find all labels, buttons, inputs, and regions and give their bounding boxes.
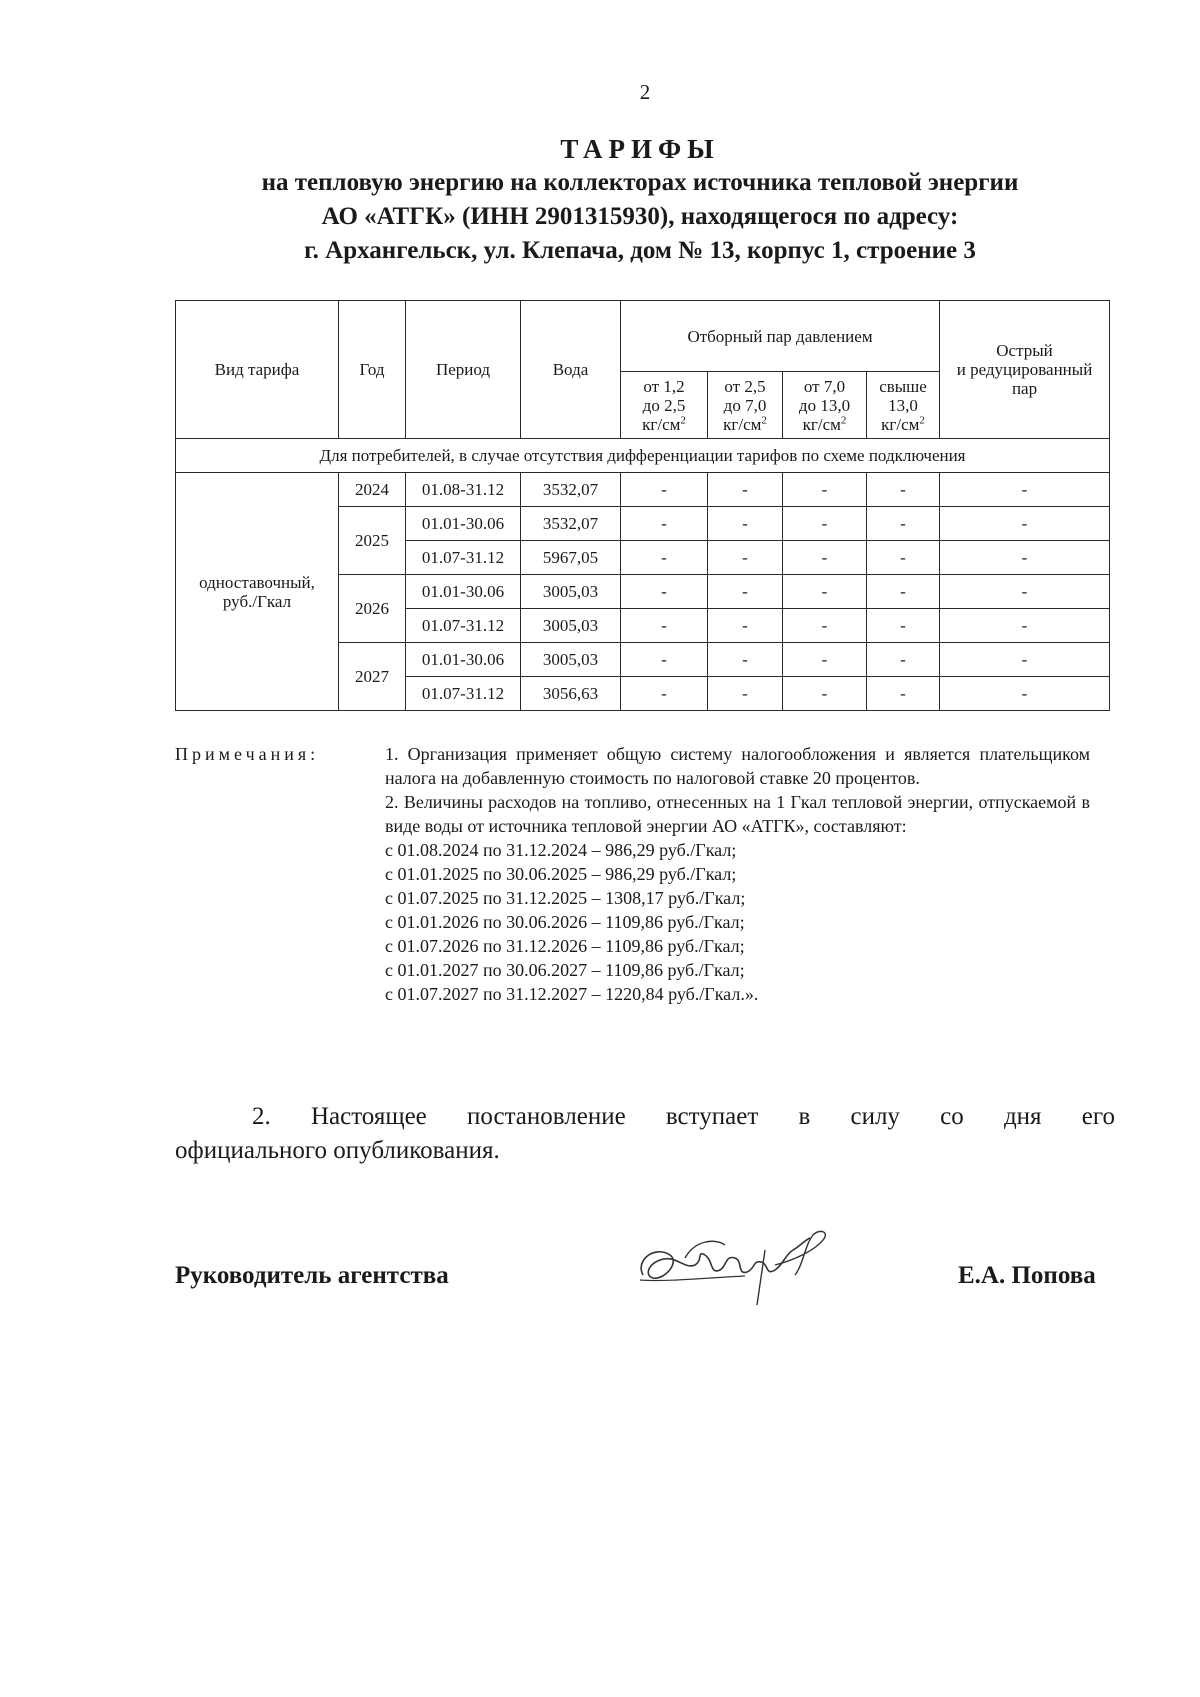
header-sharp-steam (940, 301, 1110, 439)
title-main: ТАРИФЫ (560, 134, 720, 164)
document-title (150, 132, 1130, 268)
year-cell: 2025 (339, 507, 406, 575)
header-pressure-2 (708, 372, 783, 439)
pressure-1-unit: $кг/см^2$ (642, 413, 686, 434)
header-year: Год (339, 301, 406, 439)
period-cell: 01.08-31.12 (406, 473, 521, 507)
pressure-2-to: до 7,0 (723, 395, 767, 415)
dash-cell: - (708, 541, 783, 575)
title-line-3: г. Архангельск, ул. Клепача, дом № 13, корпус 1, строение 3 (304, 237, 976, 264)
header-sharp-steam-l1: Острый (996, 341, 1053, 360)
header-period: Период (406, 301, 521, 439)
period-cell: 01.07-31.12 (406, 541, 521, 575)
title-line-1: на тепловую энергию на коллекторах источника тепловой энергии (261, 169, 1019, 196)
dash-cell: - (867, 473, 940, 507)
dash-cell: - (621, 575, 708, 609)
pressure-4-from: свыше (879, 376, 927, 396)
dash-cell: - (621, 677, 708, 711)
dash-cell: - (867, 677, 940, 711)
year-cell: 2027 (339, 643, 406, 711)
header-sharp-steam-l2: и редуцированный (956, 360, 1093, 379)
dash-cell: - (867, 643, 940, 677)
header-extracted-steam: Отборный пар давлением (621, 301, 940, 372)
dash-cell: - (621, 473, 708, 507)
header-tariff-type: Вид тарифа (176, 301, 339, 439)
dash-cell: - (708, 507, 783, 541)
dash-cell: - (940, 677, 1110, 711)
signatory-name: Е.А. Попова (958, 1262, 1096, 1289)
fuel-line: с 01.01.2025 по 30.06.2025 – 986,29 руб./Гкал; (385, 864, 737, 884)
dash-cell: - (867, 507, 940, 541)
period-cell: 01.07-31.12 (406, 609, 521, 643)
water-value: 3005,03 (521, 609, 621, 643)
notes-label: Примечания: (175, 744, 320, 764)
fuel-line: с 01.01.2026 по 30.06.2026 – 1109,86 руб./Гкал; (385, 912, 745, 932)
dash-cell: - (708, 677, 783, 711)
dash-cell: - (708, 575, 783, 609)
year-cell: 2026 (339, 575, 406, 643)
pressure-1-to: до 2,5 (642, 395, 686, 415)
clause-2-line-2: официального опубликования. (175, 1137, 500, 1164)
dash-cell: - (783, 643, 867, 677)
fuel-line: с 01.07.2026 по 31.12.2026 – 1109,86 руб./Гкал; (385, 936, 745, 956)
dash-cell: - (940, 473, 1110, 507)
tariff-name (176, 473, 339, 711)
header-water: Вода (521, 301, 621, 439)
table-row (176, 473, 1110, 507)
consumer-group-row: Для потребителей, в случае отсутствия дифференциации тарифов по схеме подключения (176, 439, 1110, 473)
page-number: 2 (639, 80, 651, 104)
fuel-line: с 01.08.2024 по 31.12.2024 – 986,29 руб./Гкал; (385, 840, 737, 860)
note-2: 2. Величины расходов на топливо, отнесенных на 1 Гкал тепловой энергии, отпускаемой в виде воды от источника тепловой энергии АО «АТГК», составляют: (385, 792, 1090, 836)
dash-cell: - (783, 541, 867, 575)
note-1: 1. Организация применяет общую систему налогообложения и является плательщиком налога на добавленную стоимость по налоговой ставке 20 процентов. (385, 744, 1090, 788)
dash-cell: - (940, 643, 1110, 677)
fuel-line: с 01.01.2027 по 30.06.2027 – 1109,86 руб./Гкал; (385, 960, 745, 980)
clause-2-line-1: 2. Настоящее постановление вступает в силу со дня его (252, 1103, 1115, 1130)
pressure-4-to: 13,0 (888, 395, 918, 415)
dash-cell: - (867, 575, 940, 609)
pressure-1-from: от 1,2 (643, 376, 685, 396)
water-value: 3056,63 (521, 677, 621, 711)
dash-cell: - (708, 609, 783, 643)
pressure-3-to: до 13,0 (798, 395, 851, 415)
tariff-name-l1: одноставочный, (199, 572, 315, 592)
dash-cell: - (621, 643, 708, 677)
dash-cell: - (783, 473, 867, 507)
fuel-line: с 01.07.2027 по 31.12.2027 – 1220,84 руб./Гкал.». (385, 984, 759, 1004)
tariff-name-l2: руб./Гкал (222, 591, 292, 611)
period-cell: 01.01-30.06 (406, 643, 521, 677)
pressure-2-from: от 2,5 (724, 376, 766, 396)
dash-cell: - (708, 473, 783, 507)
water-value: 5967,05 (521, 541, 621, 575)
water-value: 3005,03 (521, 575, 621, 609)
period-cell: 01.07-31.12 (406, 677, 521, 711)
pressure-3-from: от 7,0 (803, 376, 846, 396)
tariff-table (175, 300, 1110, 711)
header-pressure-3 (783, 372, 867, 439)
dash-cell: - (940, 507, 1110, 541)
notes-body (385, 742, 1090, 1006)
dash-cell: - (621, 609, 708, 643)
pressure-3-unit: $кг/см^2$ (802, 413, 847, 434)
dash-cell: - (940, 575, 1110, 609)
dash-cell: - (783, 677, 867, 711)
fuel-line: с 01.07.2025 по 31.12.2025 – 1308,17 руб./Гкал; (385, 888, 746, 908)
dash-cell: - (867, 609, 940, 643)
signatory-position: Руководитель агентства (175, 1262, 449, 1289)
pressure-4-unit: $кг/см^2$ (881, 413, 925, 434)
header-pressure-4 (867, 372, 940, 439)
water-value: 3532,07 (521, 473, 621, 507)
dash-cell: - (621, 541, 708, 575)
water-value: 3532,07 (521, 507, 621, 541)
period-cell: 01.01-30.06 (406, 507, 521, 541)
header-pressure-1 (621, 372, 708, 439)
dash-cell: - (940, 609, 1110, 643)
title-line-2: АО «АТГК» (ИНН 2901315930), находящегося по адресу: (321, 203, 959, 230)
header-sharp-steam-l3: пар (1011, 379, 1038, 398)
dash-cell: - (708, 643, 783, 677)
dash-cell: - (783, 609, 867, 643)
dash-cell: - (940, 541, 1110, 575)
dash-cell: - (867, 541, 940, 575)
period-cell: 01.01-30.06 (406, 575, 521, 609)
dash-cell: - (783, 575, 867, 609)
year-cell: 2024 (339, 473, 406, 507)
handwritten-signature (625, 1220, 845, 1310)
clause-2 (175, 1100, 1115, 1168)
dash-cell: - (783, 507, 867, 541)
pressure-2-unit: $кг/см^2$ (723, 413, 767, 434)
water-value: 3005,03 (521, 643, 621, 677)
dash-cell: - (621, 507, 708, 541)
